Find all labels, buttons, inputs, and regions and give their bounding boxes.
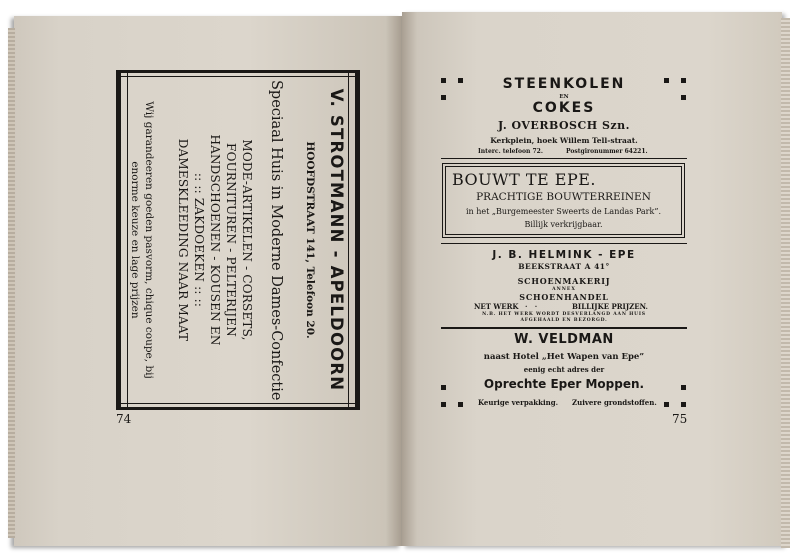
veldman-line1: naast Hotel „Het Wapen van Epe” [483,352,645,362]
veldman-line2: eenig echt adres der [523,365,605,374]
frame-bottom-rule-thin [121,403,355,404]
section-divider [441,327,687,329]
helmink-title: J. B. HELMINK - EPE [492,249,636,261]
page-number-right: 75 [672,412,688,426]
ornament-square [441,402,446,407]
veldman-right: Zuivere grondstoffen. [572,398,657,407]
strotmann-line: FOURNITUREN - PELTERIJEN [224,143,239,337]
helmink-schoenmakerij: SCHOENMAKERIJ [517,276,611,286]
strotmann-line: HANDSCHOENEN - KOUSEN EN [208,134,223,346]
helmink-schoenhandel: SCHOENHANDEL [519,292,609,302]
veldman-title: W. VELDMAN [514,332,614,347]
bouwt-title: BOUWT TE EPE. [452,170,597,189]
strotmann-footer-line: enorme keuze en lage prijzen [129,161,141,319]
veldman-left: Keurige verpakking. [478,398,559,407]
steenkolen-title: STEENKOLEN [502,76,626,92]
ornament-square [664,402,669,407]
ornament-square [441,385,446,390]
strotmann-line: :: :: ZAKDOEKEN :: :: [192,172,207,308]
bouwt-line3: Billijk verkrijgbaar. [524,220,603,229]
helmink-note2: AFGEHAALD EN BEZORGD. [520,318,608,323]
helmink-separator-dots: · · [525,302,538,311]
overbosch-phone: Interc. telefoon 72. [478,148,543,155]
steenkolen-en: EN [559,94,569,100]
strotmann-line: DAMESKLEEDING NAAR MAAT [176,138,191,342]
ornament-square [681,402,686,407]
strotmann-line: MODE-ARTIKELEN - CORSETS, [240,139,255,341]
section-divider [441,158,687,159]
overbosch-address: Kerkplein, hoek Willem Tell-straat. [490,136,638,145]
strotmann-address: HOOFDSTRAAT 141, Telefoon 20. [303,141,316,339]
frame-top-rule-thin [121,76,355,77]
section-divider [441,243,687,244]
helmink-billijke: BILLIJKE PRIJZEN. [572,302,648,311]
bouwt-line1: PRACHTIGE BOUWTERREINEN [476,191,651,203]
bouwt-line2: in het „Burgemeester Sweerts de Landas Park”. [466,207,661,216]
frame-top-rule [121,70,355,73]
cokes-title: COKES [532,100,596,116]
strotmann-headline: Speciaal Huis in Moderne Dames-Confectie [268,80,285,401]
helmink-annex: ANNEX [552,287,576,292]
strotmann-ad [126,80,348,400]
helmink-note1: N.B. HET WERK WORDT DESVERLANGD AAN HUIS [482,312,646,317]
helmink-net-werk: NET WERK [474,302,519,311]
strotmann-footer-line: Wij garandeeren goeden pasvorm, chique coupe, bij [143,101,155,379]
page-number-left: 74 [116,412,132,426]
ornament-square [458,402,463,407]
overbosch-company: J. OVERBOSCH Szn. [498,119,630,132]
frame-bottom-rule [121,407,355,410]
ornament-square [681,385,686,390]
veldman-line3: Oprechte Eper Moppen. [483,377,645,391]
overbosch-giro: Postgironummer 64221. [566,148,648,155]
strotmann-name: V. STROTMANN - APELDOORN [327,88,346,392]
helmink-address: BEEKSTRAAT A 41° [518,262,610,271]
